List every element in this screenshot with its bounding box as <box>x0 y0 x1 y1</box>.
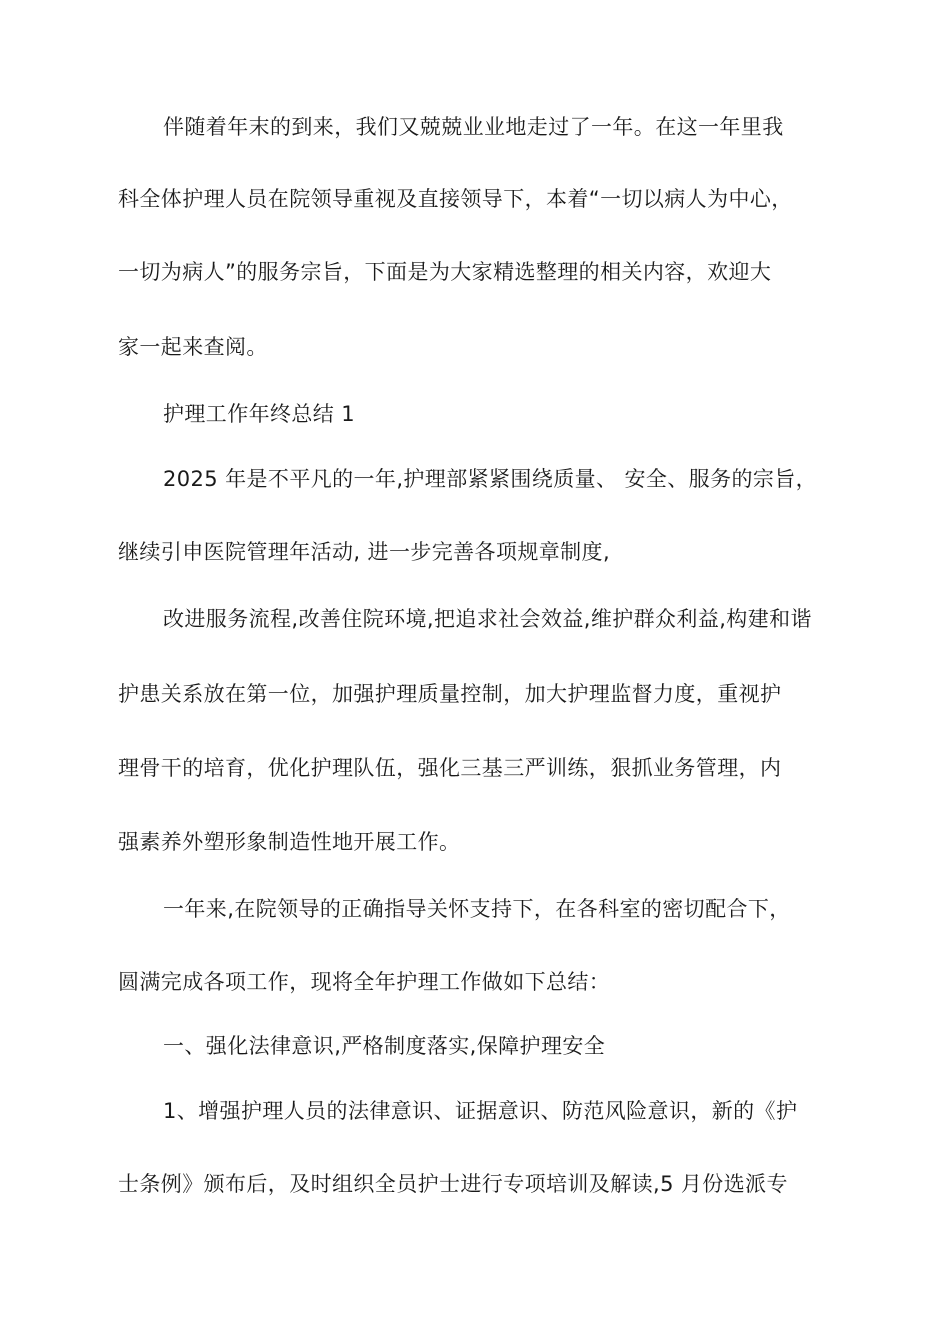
paragraph-line: 伴随着年末的到来，我们又兢兢业业地走过了一年。在这一年里我 <box>163 115 784 139</box>
paragraph-line: 护患关系放在第一位，加强护理质量控制，加大护理监督力度，重视护 <box>118 682 782 706</box>
paragraph-line: 家一起来查阅。 <box>118 335 268 359</box>
subsection-heading: 一、强化法律意识,严格制度落实,保障护理安全 <box>163 1034 606 1058</box>
paragraph-line: 2025 年是不平凡的一年,护理部紧紧围绕质量、 安全、服务的宗旨， <box>163 467 818 491</box>
paragraph-line: 继续引申医院管理年活动, 进一步完善各项规章制度, <box>118 540 611 564</box>
paragraph-line: 1、增强护理人员的法律意识、证据意识、防范风险意识，新的《护 <box>163 1099 798 1123</box>
paragraph-line: 一年来,在院领导的正确指导关怀支持下，在各科室的密切配合下， <box>163 897 791 921</box>
paragraph-line: 强素养外塑形象制造性地开展工作。 <box>118 830 461 854</box>
paragraph-line: 圆满完成各项工作，现将全年护理工作做如下总结： <box>118 970 611 994</box>
section-heading: 护理工作年终总结 1 <box>163 402 356 426</box>
paragraph-line: 士条例》颁布后，及时组织全员护士进行专项培训及解读,5 月份选派专 <box>118 1172 788 1196</box>
paragraph-line: 理骨干的培育，优化护理队伍，强化三基三严训练，狠抓业务管理，内 <box>118 756 782 780</box>
paragraph-line: 科全体护理人员在院领导重视及直接领导下，本着“一切以病人为中心， <box>118 187 793 211</box>
paragraph-line: 改进服务流程,改善住院环境,把追求社会效益,维护群众利益,构建和谐 <box>163 607 812 631</box>
paragraph-line: 一切为病人”的服务宗旨，下面是为大家精选整理的相关内容，欢迎大 <box>118 260 772 284</box>
